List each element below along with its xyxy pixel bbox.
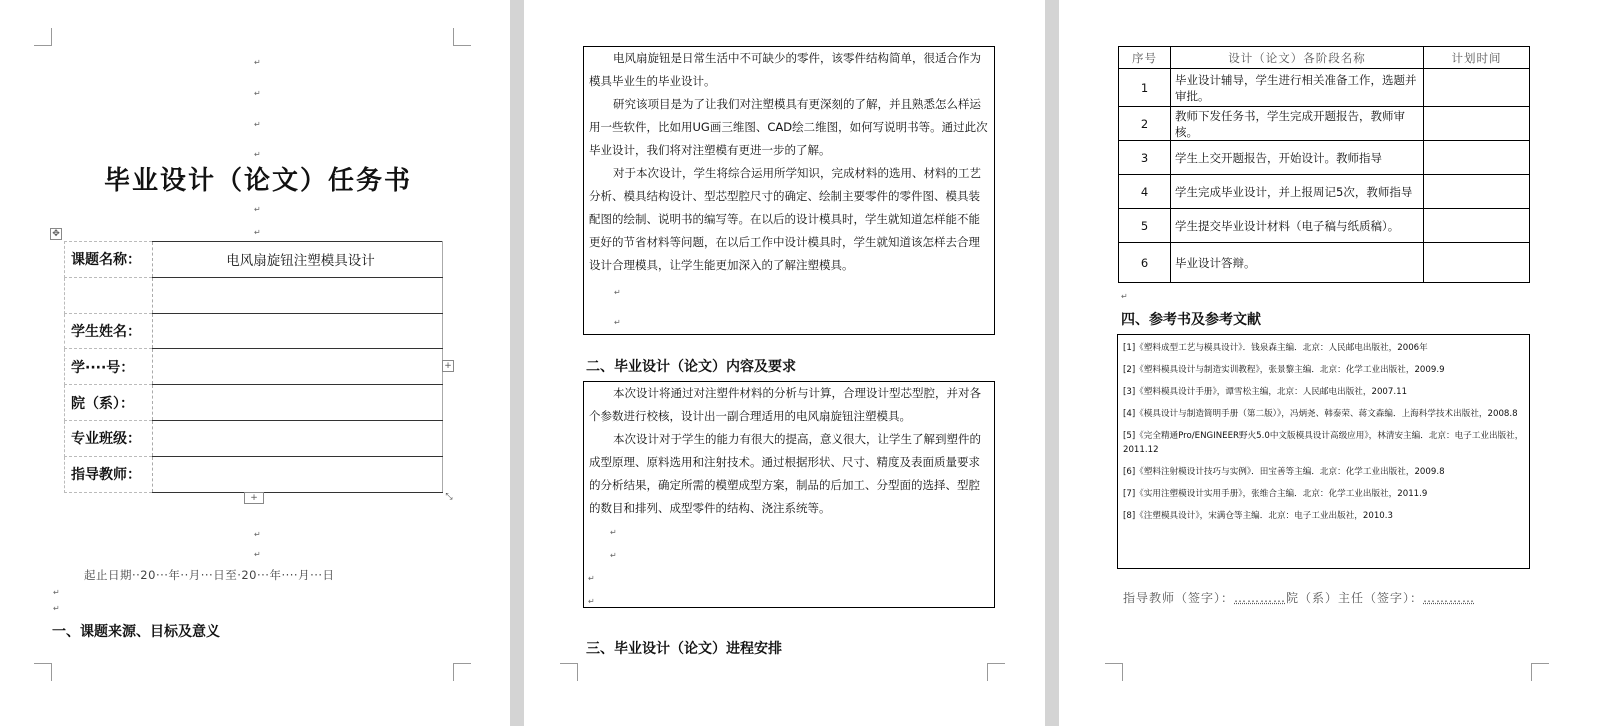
signature-line [1123, 589, 1475, 606]
document-page-1 [0, 0, 510, 726]
paragraph-mark: ↵ [588, 574, 595, 583]
reference-item: [5]《完全精通Pro/ENGINEER野火5.0中文版模具设计高级应用》，林清安主编．北京：电子工业出版社，2011.12 [1123, 431, 1524, 455]
references-box [1117, 334, 1530, 569]
reference-item: [2]《塑料模具设计与制造实训教程》，张景黎主编．北京：化学工业出版社，2009.9 [1123, 365, 1445, 375]
table-header-row [1119, 47, 1530, 69]
section-heading-2: 二、毕业设计（论文）内容及要求 [586, 359, 796, 375]
paragraph-mark: ↵ [254, 58, 261, 67]
document-title: 毕业设计（论文）任务书 [104, 166, 413, 196]
table-row [1119, 209, 1530, 243]
field-value[interactable] [153, 277, 443, 313]
stage-cell[interactable]: 毕业设计辅导，学生进行相关准备工作，选题并审批。 [1171, 69, 1424, 107]
table-resize-handle-icon[interactable]: ⤡ [443, 492, 455, 504]
reference-item: [3]《塑料模具设计手册》，谭雪松主编，北京：人民邮电出版社，2007.11 [1123, 387, 1408, 397]
stage-cell[interactable]: 学生提交毕业设计材料（电子稿与纸质稿）。 [1171, 209, 1424, 243]
table-row [65, 277, 443, 313]
crop-mark [560, 663, 578, 681]
field-value[interactable] [153, 456, 443, 492]
paragraph-mark: ↵ [254, 89, 261, 98]
add-column-icon[interactable]: + [442, 360, 454, 372]
time-cell[interactable] [1424, 175, 1530, 209]
crop-mark [453, 663, 471, 681]
row-number: 3 [1119, 141, 1171, 175]
time-cell[interactable] [1424, 209, 1530, 243]
section-heading-1: 一、课题来源、目标及意义 [52, 624, 220, 640]
time-cell[interactable] [1424, 243, 1530, 283]
column-header: 计划时间 [1424, 47, 1530, 69]
table-row [1119, 69, 1530, 107]
row-number: 1 [1119, 69, 1171, 107]
table-row [65, 242, 443, 278]
field-value[interactable] [153, 313, 443, 349]
table-row [65, 420, 443, 456]
row-number: 4 [1119, 175, 1171, 209]
table-row [65, 385, 443, 421]
field-label: 院（系）： [65, 385, 153, 421]
paragraph-mark: ↵ [53, 588, 60, 597]
field-label: 专业班级： [65, 420, 153, 456]
stage-cell[interactable]: 教师下发任务书，学生完成开题报告，教师审核。 [1171, 107, 1424, 141]
body-paragraph: 研究该项目是为了让我们对注塑模具有更深刻的了解，并且熟悉怎么样运用一些软件，比如用UG画三维图、CAD绘二维图，如何写说明书等。通过此次毕业设计，我们将对注塑模有更进一步的了解。 [589, 97, 988, 157]
field-label: 课题名称： [65, 242, 153, 278]
paragraph-mark: ↵ [254, 150, 261, 159]
row-number: 2 [1119, 107, 1171, 141]
row-number: 6 [1119, 243, 1171, 283]
paragraph-mark: ↵ [614, 288, 621, 297]
paragraph-mark: ↵ [588, 597, 595, 606]
purpose-text-box [583, 46, 995, 335]
row-number: 5 [1119, 209, 1171, 243]
reference-item: [6]《塑料注射模设计技巧与实例》．田宝善等主编．北京：化学工业出版社，2009.8 [1123, 467, 1445, 477]
table-move-handle-icon[interactable]: ✥ [50, 228, 62, 240]
dept-signature-label: 院（系）主任（签字）： [1286, 591, 1424, 605]
field-label: 学生姓名： [65, 313, 153, 349]
body-paragraph: 本次设计对于学生的能力有很大的提高，意义很大，让学生了解到塑件的成型原理、原料选用和注射技术。通过根据形状、尺寸、精度及表面质量要求的分析结果，确定所需的模塑成型方案，制品的后加工、分型面的选择、型腔的数目和排列、成型零件的结构、浇注系统等。 [589, 432, 981, 515]
time-cell[interactable] [1424, 141, 1530, 175]
paragraph-mark: ↵ [614, 318, 621, 327]
reference-item: [7]《实用注塑模设计实用手册》，张维合主编．北京：化学工业出版社，2011.9 [1123, 489, 1428, 499]
column-header: 序号 [1119, 47, 1171, 69]
document-page-3 [1059, 0, 1598, 726]
advisor-signature-label: 指导教师（签字）： [1123, 591, 1235, 605]
schedule-table [1118, 46, 1530, 283]
field-value[interactable] [153, 385, 443, 421]
table-row [1119, 175, 1530, 209]
paragraph-mark: ↵ [254, 530, 261, 539]
cover-info-table [64, 241, 443, 493]
stage-cell[interactable]: 学生上交开题报告，开始设计。教师指导 [1171, 141, 1424, 175]
field-value[interactable]: 电风扇旋钮注塑模具设计 [153, 242, 443, 278]
body-paragraph: 本次设计将通过对注塑件材料的分析与计算，合理设计型芯型腔，并对各个参数进行校核，设计出一副合理适用的电风扇旋钮注塑模具。 [589, 386, 981, 423]
table-row [1119, 107, 1530, 141]
table-row [65, 456, 443, 492]
date-range-line: 起止日期··20···年··月···日至·20···年····月···日 [84, 568, 335, 582]
table-row [1119, 243, 1530, 283]
body-paragraph: 电风扇旋钮是日常生活中不可缺少的零件，该零件结构简单，很适合作为模具毕业生的毕业设计。 [589, 51, 981, 88]
field-label: 指导教师： [65, 456, 153, 492]
table-row [1119, 141, 1530, 175]
reference-item: [8]《注塑模具设计》，宋满仓等主编．北京：电子工业出版社，2010.3 [1123, 511, 1393, 521]
document-page-2 [524, 0, 1045, 726]
paragraph-mark: ↵ [610, 551, 617, 560]
paragraph-mark: ↵ [254, 120, 261, 129]
time-cell[interactable] [1424, 69, 1530, 107]
section-heading-4: 四、参考书及参考文献 [1121, 312, 1261, 328]
column-header: 设计（论文）各阶段名称 [1171, 47, 1424, 69]
crop-mark [453, 28, 471, 46]
add-row-icon[interactable]: + [244, 492, 264, 504]
paragraph-mark: ↵ [254, 205, 261, 214]
crop-mark [34, 663, 52, 681]
crop-mark [1105, 663, 1123, 681]
body-paragraph: 对于本次设计，学生将综合运用所学知识，完成材料的选用、材料的工艺分析、模具结构设计、型芯型腔尺寸的确定、绘制主要零件的零件图、模具装配图的绘制、说明书的编写等。在以后的设计模具时，学生就知道怎样能不能更好的节省材料等问题，在以后工作中设计模具时，学生就知道该怎样去合理设计合理模具，让学生能更加深入的了解注塑模具。 [589, 166, 981, 272]
dept-signature-field[interactable]: ………… [1423, 591, 1476, 605]
field-label [65, 277, 153, 313]
crop-mark [1531, 663, 1549, 681]
requirements-text-box [583, 381, 995, 608]
paragraph-mark: ↵ [254, 550, 261, 559]
reference-item: [1]《塑料成型工艺与模具设计》．钱泉森主编．北京：人民邮电出版社，2006年 [1123, 343, 1428, 353]
section-heading-3: 三、毕业设计（论文）进程安排 [586, 641, 782, 657]
time-cell[interactable] [1424, 107, 1530, 141]
stage-cell[interactable]: 学生完成毕业设计，并上报周记5次，教师指导 [1171, 175, 1424, 209]
table-row [65, 349, 443, 385]
crop-mark [987, 663, 1005, 681]
stage-cell[interactable]: 毕业设计答辩。 [1171, 243, 1424, 283]
paragraph-mark: ↵ [610, 528, 617, 537]
field-label: 学····号： [65, 349, 153, 385]
crop-mark [34, 28, 52, 46]
field-value[interactable] [153, 420, 443, 456]
advisor-signature-field[interactable]: ………… [1234, 591, 1287, 605]
paragraph-mark: ↵ [1121, 292, 1128, 301]
table-row [65, 313, 443, 349]
field-value[interactable] [153, 349, 443, 385]
paragraph-mark: ↵ [254, 228, 261, 237]
reference-item: [4]《模具设计与制造简明手册（第二版）》，冯炳尧、韩泰荣、蒋文森编．上海科学技术出版社，2008.8 [1123, 409, 1518, 419]
paragraph-mark: ↵ [53, 604, 60, 613]
